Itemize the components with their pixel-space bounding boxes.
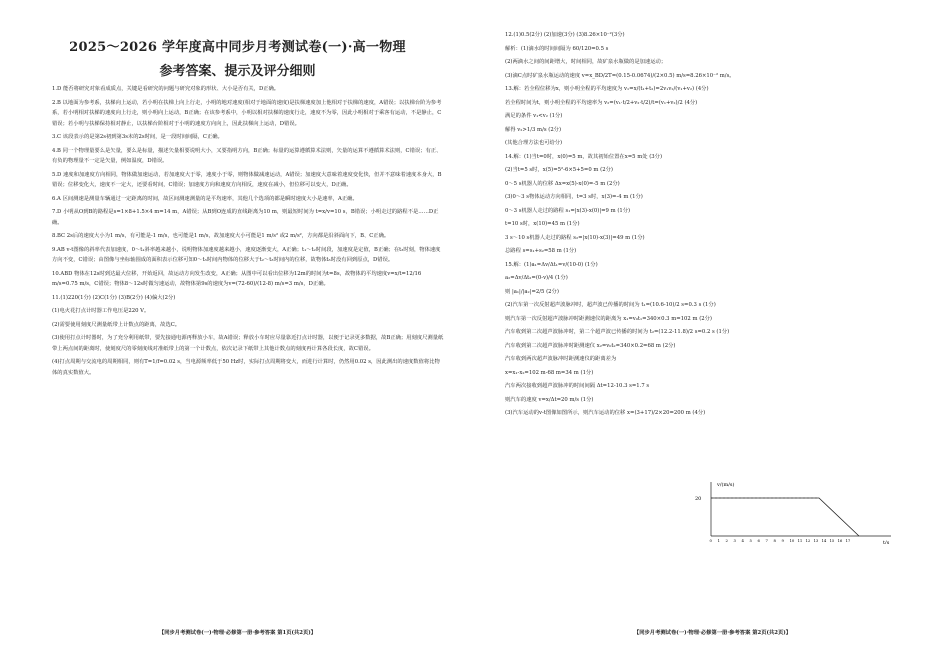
x-tick-label: 0 bbox=[709, 538, 712, 543]
x-ticks bbox=[710, 538, 851, 543]
answer-11-part4: (4)打点周期与交流电的周期相同，则有T=1/f=0.02 s，当电源频率低于50 Hz时，实际打点周期将变大，而进行计算时，仍然用0.02 s，因此测出的速度数值将比物体的真实数值大。 bbox=[52, 359, 440, 376]
answer-15-line2: a₂=Δv/Δt₂=(0-v)/4 (1分) bbox=[505, 275, 568, 281]
answer-1: 1.D 能否将研究对象看成质点，关键是看研究的问题与研究对象的形状、大小是否有关，D正确。 bbox=[52, 86, 280, 92]
answer-9: 9.AB v-t图像的斜率代表加速度，0～t₁斜率越来越小，说明物体加速度越来越小，速度逐渐变大，A正确；t₁～t₂时间段，加速度是定值，B正确；在t₃时刻，物体速度方向不变，C错误；由图像与坐标轴围成的面积表示位移可知0～t₃时间内物体的位移大于t₂～t₃时间内的位移，故物体t₃时没有回到原点，D错误。 bbox=[52, 246, 441, 263]
answer-14-line6: t=10 s时，x(10)=45 m (1分) bbox=[505, 221, 580, 227]
x-tick-label: 5 bbox=[749, 538, 752, 543]
x-tick-label: 2 bbox=[725, 538, 728, 543]
answer-15-line12: (3)汽车运动的v-t图像如图所示，则汽车运动的位移 x=(3+17)/2×20=200 m (4分) bbox=[505, 410, 706, 416]
x-axis-label: t/s bbox=[883, 540, 890, 544]
answer-15-line8: 汽车收到两次超声波脉冲时距测速仪的距离差为 bbox=[505, 356, 617, 362]
answer-14: 14.解：(1)当t=0时，x(0)=5 m，故其初始位置在x=5 m处 (3分) bbox=[505, 153, 663, 160]
x-tick-label: 9 bbox=[781, 538, 784, 543]
answer-13-line4: 解得 v₂>1/3 m/s (2分) bbox=[505, 126, 562, 133]
x-tick-label: 17 bbox=[845, 538, 851, 543]
y-tick-20: 20 bbox=[695, 496, 702, 502]
answer-10: 10.ABD 物体在12s时到达最大位移，开始返回，故运动方向发生改变，A正确；从图中可以看出位移为12m的时间为t=8s，故物体的平均速度v=x/t=12/16 m/s=0.75 m/s，C错误；物体8～12s时做匀速运动，故物体第9s的速度为v=(72-60)/(12-8) m/s=3 m/s，D正确。 bbox=[52, 270, 422, 287]
vt-line bbox=[711, 498, 859, 536]
x-tick-label: 8 bbox=[773, 538, 776, 543]
answer-14-line2: (2)当t=5 s时，x(5)=5²-6×5+5=0 m (2分) bbox=[505, 167, 613, 173]
x-tick-label: 12 bbox=[805, 538, 811, 543]
answers-left bbox=[52, 84, 445, 381]
x-tick-label: 14 bbox=[821, 538, 827, 543]
y-axis-label: v/(m/s) bbox=[717, 482, 735, 488]
x-tick-label: 11 bbox=[797, 538, 803, 543]
answer-12-part3: (3)滴C点时矿泉水瓶运动的速度 v=x_BD/2T=(0.15-0.0674)/(2×0.5) m/s=8.26×10⁻² m/s。 bbox=[505, 72, 735, 79]
answer-7: 7.D 小明从O到B的路程是s=1×8+1.5×4 m=14 m，A错误；从B到O连成的直线距离为10 m，则最短时间为 t=x/v=10 s，B错误；小明走过的路程不是……D正确。 bbox=[52, 209, 439, 226]
answer-14-line5: 0～3 s机器人走过的路程 s₁=|x(3)-x(0)|=9 m (1分) bbox=[505, 207, 631, 214]
exam-subtitle: 参考答案、提示及评分细则 bbox=[159, 64, 316, 79]
answer-4: 4.B 同一个物理量要么是矢量，要么是标量，描述矢量相要说明大小，又要指明方向，B正确；标量的运算遵循算术法则，矢量的运算不遵循算术法则，C错误；有正、有负的物理量不一定是矢量，例如温度，D错误。 bbox=[52, 147, 442, 164]
x-tick-label: 4 bbox=[741, 538, 744, 543]
answer-15-line10: 汽车两次接收到超声波脉冲的时间间隔 Δt=12-10.3 s=1.7 s bbox=[505, 383, 650, 389]
page-2 bbox=[475, 0, 950, 672]
answer-11: 11.(1)220(1分) (2)C(1分) (3)B(2分) (4)偏大(2分) bbox=[52, 294, 176, 301]
answer-15-line5: 则汽车第一次反射超声波脉冲时距测速仪的距离为 x₁=v₀t₁=340×0.3 m=102 m (2分) bbox=[505, 315, 712, 322]
exam-title: 2025～2026 学年度高中同步月考测试卷(一)·高一物理 bbox=[69, 40, 406, 55]
answer-12-part1: 解析：(1)滴水的时间间隔为 60/120=0.5 s bbox=[505, 45, 609, 52]
answer-15-line7: 汽车收到第二次超声波脉冲时距测速仪 x₂=v₀t₂=340×0.2=68 m (2分) bbox=[505, 342, 676, 349]
answer-15-line9: x=x₁-x₂=102 m-68 m=34 m (1分) bbox=[505, 369, 594, 376]
x-tick-label: 7 bbox=[765, 538, 768, 543]
answer-15-line3: 则 |a₁|/|a₂|=2/5 (2分) bbox=[505, 288, 559, 295]
answer-3: 3.C 该段表示的是第2s初到第3s末的2s时间，是一段时间间隔，C正确。 bbox=[52, 134, 223, 140]
answer-11-part3: (3)使用打点计时器时，为了充分利用纸带，要先接通电源再释放小车，故A错误；释放小车时应尽量靠近打点计时器，以便于记录更多数据，故B正确；用刻度尺测量纸带上两点间的距离时，使刻度尺的零刻度线对准纸带上的第一个计数点，依次记录下纸带上其他计数点的刻度再计算各段长度，故C错误。 bbox=[52, 335, 444, 352]
answer-15: 15.解：(1)a₁=Δv/Δt₁=v/(10-0) (1分) bbox=[505, 261, 598, 268]
answer-13: 13.解：若全程位移为x，则小明全程的平均速度为 v₁=x/(t₁+t₂)=2v₁v₂/(v₁+v₂) (4分) bbox=[505, 86, 709, 92]
answer-14-line7: 3 s～10 s机器人走过的路程 s₂=|x(10)-x(3)|=49 m (1分) bbox=[505, 234, 645, 241]
page-footer-1: 【同步月考测试卷(一)·物理·必修第一册·参考答案 第1页(共2页)】 bbox=[158, 630, 317, 636]
answer-11-part1: (1)电火花打点计时器工作电压是220 V。 bbox=[52, 308, 150, 314]
answer-5: 5.D 速度和加速度方向相同，物体做加速运动，若加速度大于零，速度小于零，则物体做减速运动，A错误；加速度大意味着速度变化快，但并不意味着速度本身大，B错误；位移变化大，速度不一定大，还要看时间，C错误；加速度方向和速度方向相反，速度在减小，但位移可以变大，D正确。 bbox=[52, 171, 442, 188]
x-tick-label: 13 bbox=[813, 538, 819, 543]
answer-13-line3: 满足的条件 v₁<v₂ (1分) bbox=[505, 113, 563, 119]
answer-12: 12.(1)0.5(2分) (2)加速(3分) (3)8.26×10⁻²(3分) bbox=[505, 32, 625, 38]
answer-15-line11: 则汽车的速度 v=x/Δt=20 m/s (1分) bbox=[505, 396, 594, 403]
answer-15-line4: (2)汽车第一次反射超声波脉冲时，超声波已传播的时间为 t₁=(10.6-10)/2 s=0.3 s (1分) bbox=[505, 302, 716, 308]
x-tick-label: 3 bbox=[733, 538, 736, 543]
answers-right bbox=[505, 30, 915, 422]
answer-13-line2: 若全程时间为t，则小明全程的平均速率为 v₂=(v₁·t/2+v₂·t/2)/t=(v₁+v₂)/2 (4分) bbox=[505, 99, 698, 106]
x-tick-label: 1 bbox=[717, 538, 720, 543]
x-tick-label: 15 bbox=[829, 538, 835, 543]
answer-8: 8.BC 2s后的速度大小为1 m/s，有可能是-1 m/s，也可能是1 m/s，故加速度大小可能是1 m/s² 或2 m/s²，方向都是沿斜面向下，B、C正确。 bbox=[52, 233, 390, 239]
answer-13-note: (其他合理方法也可给分) bbox=[505, 140, 563, 146]
answer-12-part2: (2)两滴水之间的间距增大，时间相同，故矿泉水瓶做的是加速运动； bbox=[505, 59, 667, 65]
answer-14-line8: 总路程 s=s₁+s₂=58 m (1分) bbox=[505, 248, 577, 254]
answer-15-line6: 汽车收到第二次超声波脉冲时，第二个超声波已传播的时间为 t₂=(12.2-11.8)/2 s=0.2 s (1分) bbox=[505, 329, 730, 335]
x-tick-label: 10 bbox=[789, 538, 795, 543]
answer-14-line4: (3)0～3 s物体运动方向相同，t=3 s时，x(3)=-4 m (1分) bbox=[505, 194, 643, 200]
page-footer-2: 【同步月考测试卷(一)·物理·必修第一册·参考答案 第2页(共2页)】 bbox=[633, 630, 792, 636]
answer-6: 6.A 区间测速是测量车辆通过一定距离的时间，故区间测速测量的是平均速率，其他几个选项的都是瞬时速度大小是速率，A正确。 bbox=[52, 195, 358, 202]
vt-graph bbox=[687, 478, 897, 544]
x-tick-label: 16 bbox=[837, 538, 843, 543]
x-tick-label: 6 bbox=[757, 538, 760, 543]
answer-14-line3: 0～5 s机器人的位移 Δx=x(5)-x(0)=-5 m (2分) bbox=[505, 180, 620, 187]
answer-2: 2.B 以地面为参考系，扶梯向上运动，若小明在扶梯上向上行走，小明的地对速度(相对于地面的速度)是扶梯速度加上他相对于扶梯的速度，A错误；以扶梯台阶为参考系，若小明相对扶梯的速度向上行走，则小明向上运动，B正确；在该参考系中，小明以相对扶梯的速度行走，速度不为零，因此小明相对于乘客有运动，不是静止，C错误；若小明与扶梯保持相对静止，以扶梯台阶相对于小明的速度方向向上，因此扶梯向上运动，D错误。 bbox=[52, 99, 442, 127]
answer-11-part2: (2)需要使用刻度尺测量纸带上计数点的距离，故选C。 bbox=[52, 321, 181, 328]
